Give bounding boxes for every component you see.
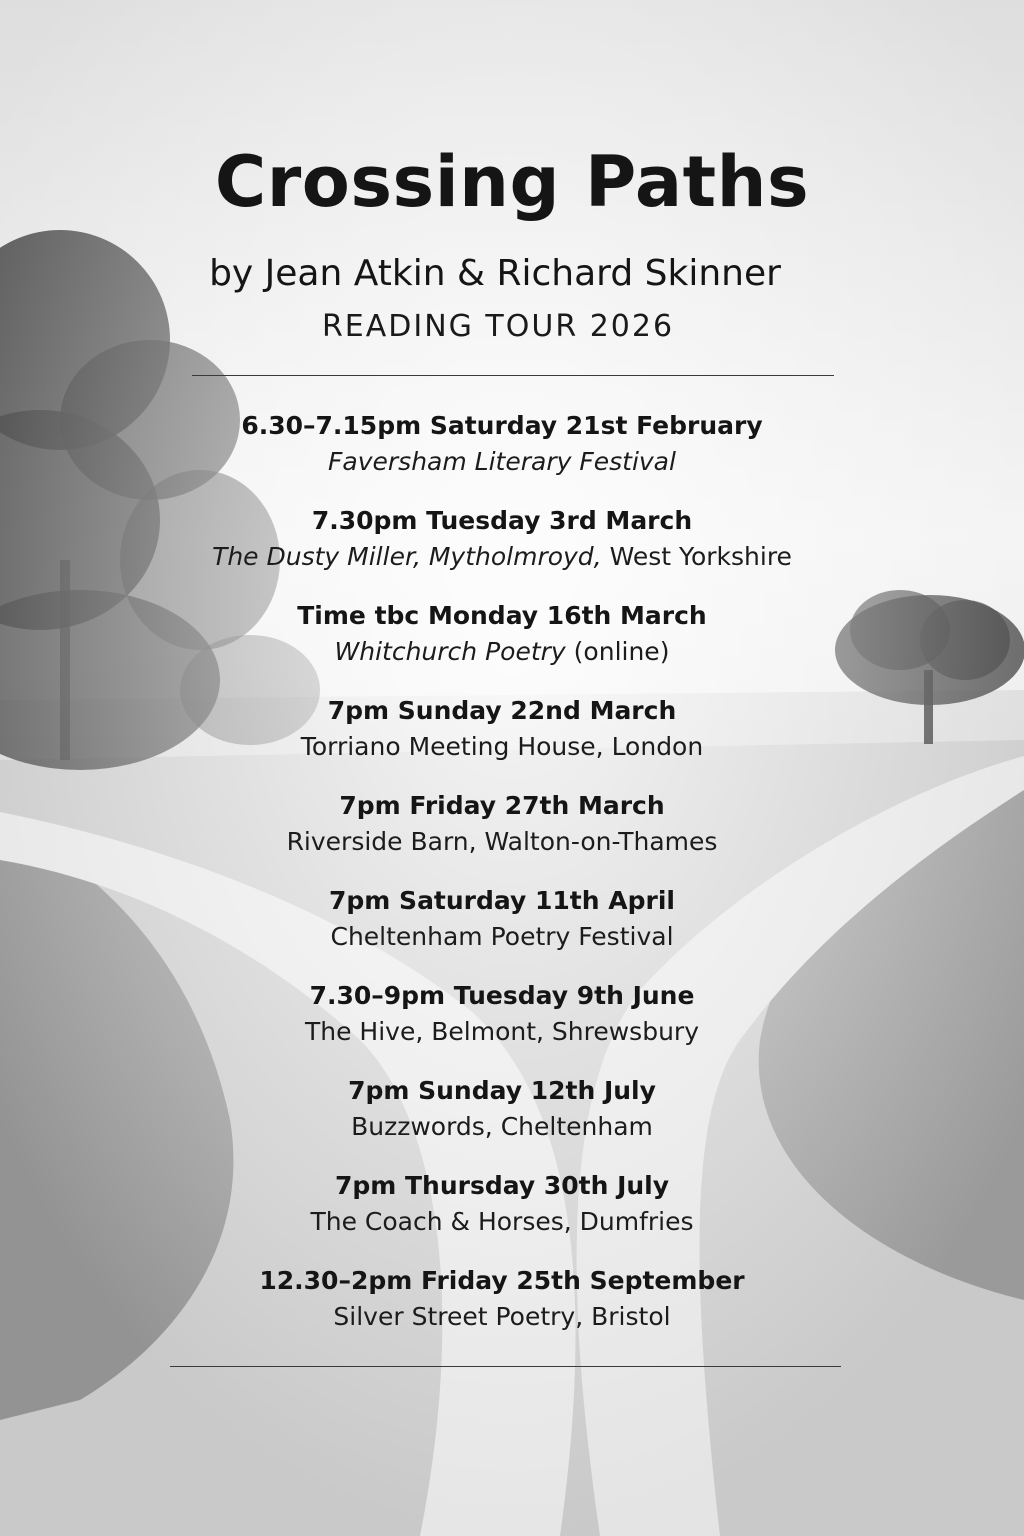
venue-italic: Faversham Literary Festival xyxy=(328,447,676,476)
event-venue xyxy=(0,1204,1004,1240)
event-datetime: 7pm Thursday 30th July xyxy=(334,1171,670,1200)
event-venue xyxy=(0,634,1004,670)
authors-line: by Jean Atkin & Richard Skinner xyxy=(209,253,781,294)
event-datetime: 7.30–9pm Tuesday 9th June xyxy=(309,981,695,1010)
venue-plain: Silver Street Poetry, Bristol xyxy=(333,1302,671,1331)
event-item xyxy=(0,408,1004,503)
event-venue xyxy=(0,444,1004,480)
venue-plain: (online) xyxy=(565,637,670,666)
event-item xyxy=(0,788,1004,883)
event-item xyxy=(0,978,1004,1073)
tour-heading: READING TOUR 2026 xyxy=(321,309,675,344)
event-venue xyxy=(0,1109,1004,1145)
event-item xyxy=(0,503,1004,598)
event-item xyxy=(0,883,1004,978)
event-datetime: 7pm Sunday 22nd March xyxy=(327,696,677,725)
venue-plain: The Coach & Horses, Dumfries xyxy=(310,1207,694,1236)
poster-title: Crossing Paths xyxy=(214,141,810,223)
event-venue xyxy=(0,919,1004,955)
venue-plain: Buzzwords, Cheltenham xyxy=(351,1112,653,1141)
venue-plain: The Hive, Belmont, Shrewsbury xyxy=(304,1017,699,1046)
event-venue xyxy=(0,1299,1004,1335)
event-datetime: Time tbc Monday 16th March xyxy=(297,601,707,630)
event-datetime: 7pm Friday 27th March xyxy=(339,791,665,820)
top-divider xyxy=(192,375,834,376)
event-venue xyxy=(0,1014,1004,1050)
event-item xyxy=(0,598,1004,693)
event-datetime: 12.30–2pm Friday 25th September xyxy=(259,1266,745,1295)
bottom-divider xyxy=(170,1366,841,1367)
event-venue xyxy=(0,539,1004,575)
event-item xyxy=(0,693,1004,788)
event-datetime: 7.30pm Tuesday 3rd March xyxy=(311,506,693,535)
event-datetime: 7pm Saturday 11th April xyxy=(329,886,675,915)
venue-plain: Torriano Meeting House, London xyxy=(300,732,704,761)
venue-plain: West Yorkshire xyxy=(601,542,792,571)
event-item xyxy=(0,1168,1004,1263)
event-item xyxy=(0,1263,1004,1358)
venue-plain: Riverside Barn, Walton-on-Thames xyxy=(286,827,718,856)
event-list xyxy=(0,408,1004,1358)
event-datetime: 6.30–7.15pm Saturday 21st February xyxy=(241,411,763,440)
event-venue xyxy=(0,824,1004,860)
event-venue xyxy=(0,729,1004,765)
venue-plain: Cheltenham Poetry Festival xyxy=(330,922,674,951)
venue-italic: The Dusty Miller, Mytholmroyd, xyxy=(212,542,602,571)
venue-italic: Whitchurch Poetry xyxy=(334,637,566,666)
event-item xyxy=(0,1073,1004,1168)
event-datetime: 7pm Sunday 12th July xyxy=(348,1076,656,1105)
